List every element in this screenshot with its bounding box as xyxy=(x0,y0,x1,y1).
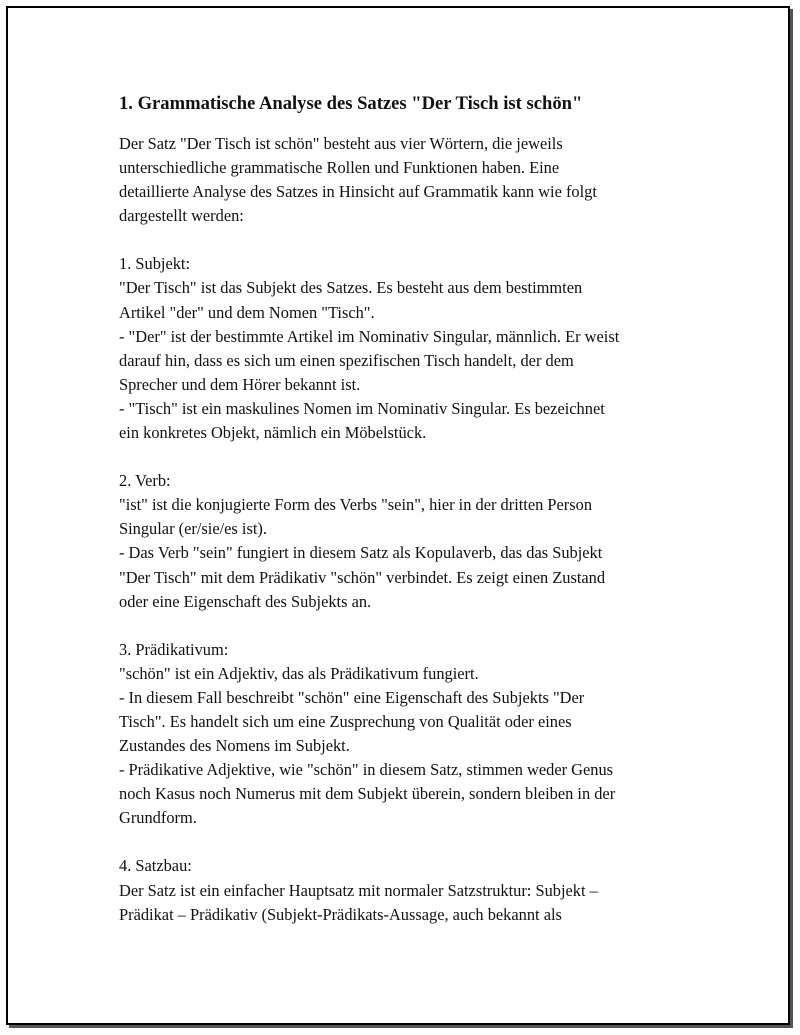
text-line: - Das Verb "sein" fungiert in diesem Satz als Kopulaverb, das das Subjekt xyxy=(119,543,603,563)
text-line: Artikel "der" und dem Nomen "Tisch". xyxy=(119,302,375,322)
section-praedikativum xyxy=(119,638,689,831)
document-page xyxy=(6,6,790,1025)
text-line: detaillierte Analyse des Satzes in Hinsicht auf Grammatik kann wie folgt xyxy=(119,182,597,202)
text-line: noch Kasus noch Numerus mit dem Subjekt überein, sondern bleiben in der xyxy=(119,784,616,804)
text-line: Grundform. xyxy=(119,808,197,828)
text-line: - Prädikative Adjektive, wie "schön" in diesem Satz, stimmen weder Genus xyxy=(119,760,614,780)
text-line: "ist" ist die konjugierte Form des Verbs "sein", hier in der dritten Person xyxy=(119,495,593,515)
text-line: Prädikat – Prädikativ (Subjekt-Prädikats-Aussage, auch bekannt als xyxy=(119,904,562,924)
text-line: "Der Tisch" ist das Subjekt des Satzes. Es besteht aus dem bestimmten xyxy=(119,278,583,298)
section-subjekt xyxy=(119,252,689,445)
text-line: - "Tisch" ist ein maskulines Nomen im Nominativ Singular. Es bezeichnet xyxy=(119,398,605,418)
text-line: Singular (er/sie/es ist). xyxy=(119,519,267,539)
document-title: 1. Grammatische Analyse des Satzes "Der Tisch ist schön" xyxy=(119,93,583,114)
text-line: Zustandes des Nomens im Subjekt. xyxy=(119,736,350,756)
text-line: - "Der" ist der bestimmte Artikel im Nominativ Singular, männlich. Er weist xyxy=(119,326,620,346)
section-verb xyxy=(119,469,689,614)
text-line: darauf hin, dass es sich um einen spezifischen Tisch handelt, der dem xyxy=(119,350,574,370)
text-line: "Der Tisch" mit dem Prädikativ "schön" verbindet. Es zeigt einen Zustand xyxy=(119,567,606,587)
section-heading: 4. Satzbau: xyxy=(119,856,192,876)
section-heading: 2. Verb: xyxy=(119,471,171,491)
section-satzbau xyxy=(119,854,689,926)
text-line: - In diesem Fall beschreibt "schön" eine Eigenschaft des Subjekts "Der xyxy=(119,687,585,707)
text-line: Der Satz ist ein einfacher Hauptsatz mit normaler Satzstruktur: Subjekt – xyxy=(119,880,598,900)
document-content xyxy=(119,92,689,951)
text-line: Sprecher und dem Hörer bekannt ist. xyxy=(119,374,361,394)
text-line: oder eine Eigenschaft des Subjekts an. xyxy=(119,591,372,611)
text-line: Tisch". Es handelt sich um eine Zusprechung von Qualität oder eines xyxy=(119,711,572,731)
section-heading: 1. Subjekt: xyxy=(119,254,191,274)
paragraph-intro xyxy=(119,132,689,228)
text-line: ein konkretes Objekt, nämlich ein Möbelstück. xyxy=(119,423,427,443)
text-line: dargestellt werden: xyxy=(119,206,244,226)
text-line: unterschiedliche grammatische Rollen und Funktionen haben. Eine xyxy=(119,158,560,178)
text-line: "schön" ist ein Adjektiv, das als Prädikativum fungiert. xyxy=(119,663,479,683)
text-line: Der Satz "Der Tisch ist schön" besteht aus vier Wörtern, die jeweils xyxy=(119,134,563,153)
section-heading: 3. Prädikativum: xyxy=(119,639,229,659)
